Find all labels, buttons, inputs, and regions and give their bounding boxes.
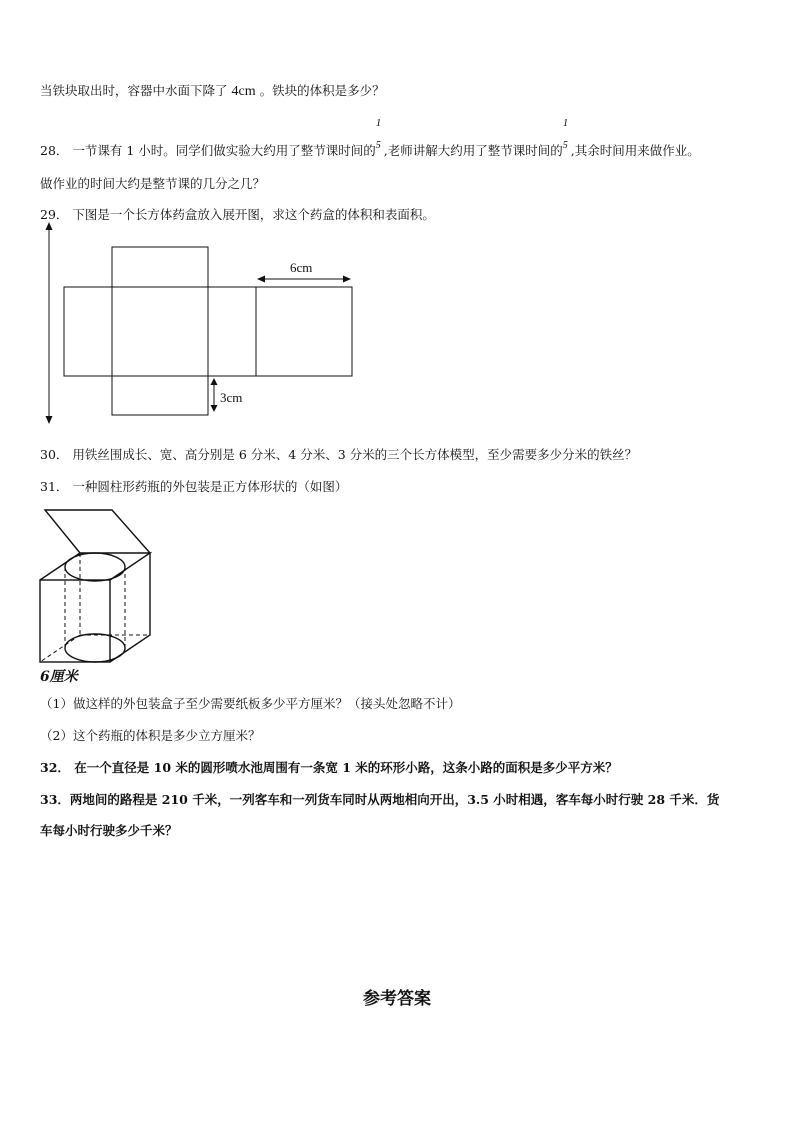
q33-number: 33． [40,792,70,807]
net-back-face [256,287,352,376]
q28-text-part2: ,老师讲解大约用了整节课时间的 [383,143,563,158]
cube-open-lid [45,510,150,553]
q28-fraction-2 [562,117,571,160]
q28-number: 28． [40,143,69,158]
q31-line [40,478,347,496]
q27-value: 4cm [231,84,256,99]
q30-number: 30． [40,447,69,462]
q29-text: 下图是一个长方体药盒放入展开图，求这个药盒的体积和表面积。 [72,207,435,222]
q28-line-1 [40,117,700,160]
q29-line [40,206,435,224]
q31-number: 31． [40,479,69,494]
cube-hidden-depth-edge [40,635,80,662]
q28-frac2-denominator: 5 [562,140,568,151]
cube-top-face [40,553,150,580]
cube-edge-label: 6厘米 [40,669,78,685]
answer-heading: 参考答案 [363,989,431,1009]
cube-front-face [40,580,110,662]
q33-text-line1: 两地间的路程是 210 千米，一列客车和一列货车同时从两地相向开出，3.5 小时相遇，客车每小时行驶 28 千米．货 [69,792,720,807]
arrowhead [211,378,218,385]
q31-text: 一种圆柱形药瓶的外包装是正方体形状的（如图） [72,479,348,494]
q28-text-part3: ,其余时间用来做作业。 [570,143,700,158]
net-width-label: 6cm [290,260,313,275]
net-left-face [64,287,112,376]
net-bottom-face [112,376,208,415]
net-top-face [112,247,208,287]
net-front-face [112,287,208,376]
cylinder-top-ellipse [65,553,125,581]
q30-text: 用铁丝围成长、宽、高分别是 6 分米、4 分米、3 分米的三个长方体模型，至少需要多少分米的铁丝？ [72,447,638,462]
q32-text: 在一个直径是 10 米的圆形喷水池周围有一条宽 1 米的环形小路，这条小路的面积是多少平方米？ [74,760,618,775]
q31-sub-question-2: （2）这个药瓶的体积是多少立方厘米？ [40,728,261,743]
cube-right-face [110,553,150,662]
q27-text-after: 。铁块的体积是多少？ [259,83,385,98]
q28-text-part1: 一节课有 1 小时。同学们做实验大约用了整节课时间的 [72,143,376,158]
arrowhead [211,405,218,412]
q29-number: 29． [40,207,69,222]
q28-frac1-denominator: 5 [375,140,381,151]
q28-fraction-1 [375,117,384,160]
net-depth-label: 3cm [220,390,243,405]
q30-line [40,446,637,464]
cylinder-bottom-ellipse [65,634,125,662]
net-right-face [208,287,256,376]
q32-number: 32． [40,760,70,775]
q28-line-2: 做作业的时间大约是整节课的几分之几？ [40,176,266,191]
arrowhead [257,276,265,283]
q33-line-2: 车每小时行驶多少千米？ [40,823,178,838]
q27-tail-line [40,82,385,101]
q28-frac1-numerator: 1 [375,117,382,129]
q27-text-before: 当铁块取出时，容器中水面下降了 [40,83,228,98]
q32-line [40,759,618,777]
q28-frac2-numerator: 1 [562,117,569,129]
arrowhead [343,276,351,283]
q33-line-1 [40,791,719,809]
q31-sub-question-1: （1）做这样的外包装盒子至少需要纸板多少平方厘米？（接头处忽略不计） [40,696,461,711]
arrowhead [46,416,53,424]
